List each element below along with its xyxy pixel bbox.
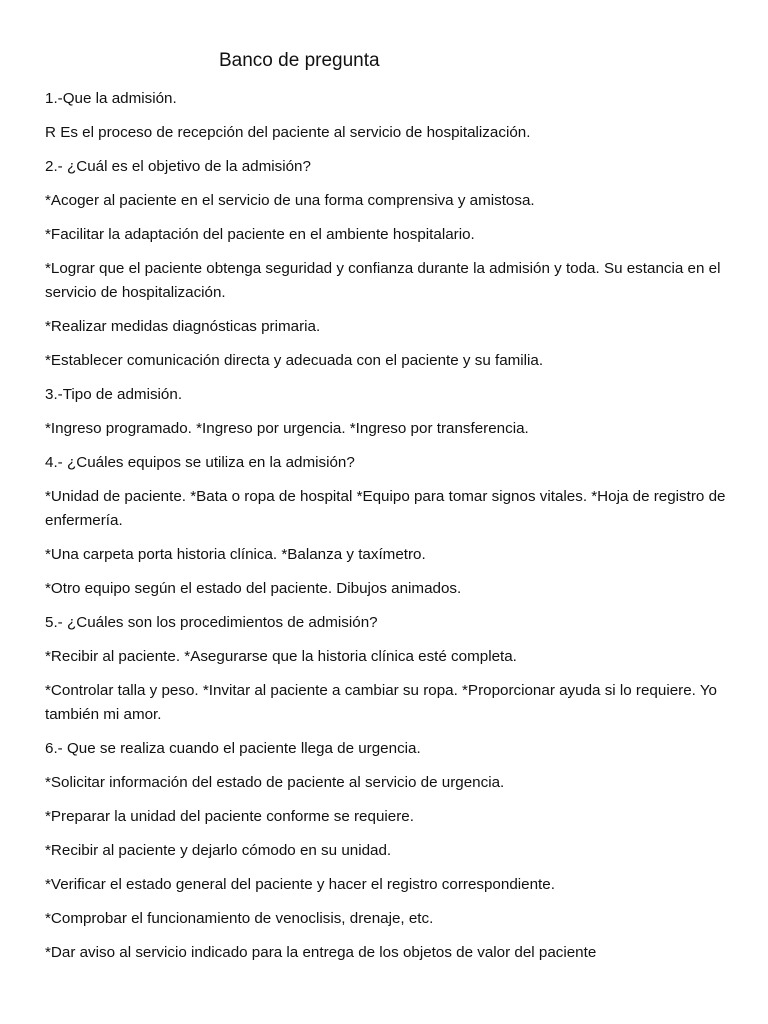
paragraph-line: *Verificar el estado general del paciente y hacer el registro correspondiente. <box>45 876 555 893</box>
paragraph-line: *Otro equipo según el estado del paciente. Dibujos animados. <box>45 580 462 597</box>
paragraph-line: *Unidad de paciente. *Bata o ropa de hospital *Equipo para tomar signos vitales. *Hoja de registro de enfermería. <box>45 488 726 529</box>
paragraph-line: *Acoger al paciente en el servicio de una forma comprensiva y amistosa. <box>45 192 535 209</box>
paragraph-line: *Establecer comunicación directa y adecuada con el paciente y su familia. <box>45 352 544 369</box>
paragraph-line: *Realizar medidas diagnósticas primaria. <box>45 318 321 335</box>
paragraph-line: *Una carpeta porta historia clínica. *Balanza y taxímetro. <box>45 546 426 563</box>
paragraph-line: *Controlar talla y peso. *Invitar al paciente a cambiar su ropa. *Proporcionar ayuda si lo requiere. Yo también mi amor. <box>45 682 718 723</box>
document-title: Banco de pregunta <box>219 50 380 71</box>
paragraph-line: 2.- ¿Cuál es el objetivo de la admisión? <box>45 158 311 175</box>
paragraph-line: *Lograr que el paciente obtenga seguridad y confianza durante la admisión y toda. Su estancia en el servicio de hospitalización. <box>45 260 721 301</box>
paragraph-line: 5.- ¿Cuáles son los procedimientos de admisión? <box>45 614 378 631</box>
paragraph-line: *Ingreso programado. *Ingreso por urgencia. *Ingreso por transferencia. <box>45 420 529 437</box>
paragraph-line: *Comprobar el funcionamiento de venoclisis, drenaje, etc. <box>45 910 434 927</box>
document-body <box>45 87 735 975</box>
paragraph-line: 6.- Que se realiza cuando el paciente llega de urgencia. <box>45 740 421 757</box>
paragraph-line: 1.-Que la admisión. <box>45 90 177 107</box>
paragraph-line: 4.- ¿Cuáles equipos se utiliza en la admisión? <box>45 454 355 471</box>
paragraph-line: *Solicitar información del estado de paciente al servicio de urgencia. <box>45 774 505 791</box>
paragraph-line: *Recibir al paciente. *Asegurarse que la historia clínica esté completa. <box>45 648 517 665</box>
paragraph-line: *Recibir al paciente y dejarlo cómodo en su unidad. <box>45 842 392 859</box>
paragraph-line: *Dar aviso al servicio indicado para la entrega de los objetos de valor del paciente <box>45 944 597 961</box>
paragraph-line: R Es el proceso de recepción del paciente al servicio de hospitalización. <box>45 124 531 141</box>
paragraph-line: *Facilitar la adaptación del paciente en el ambiente hospitalario. <box>45 226 475 243</box>
paragraph-line: *Preparar la unidad del paciente conforme se requiere. <box>45 808 414 825</box>
paragraph-line: 3.-Tipo de admisión. <box>45 386 183 403</box>
